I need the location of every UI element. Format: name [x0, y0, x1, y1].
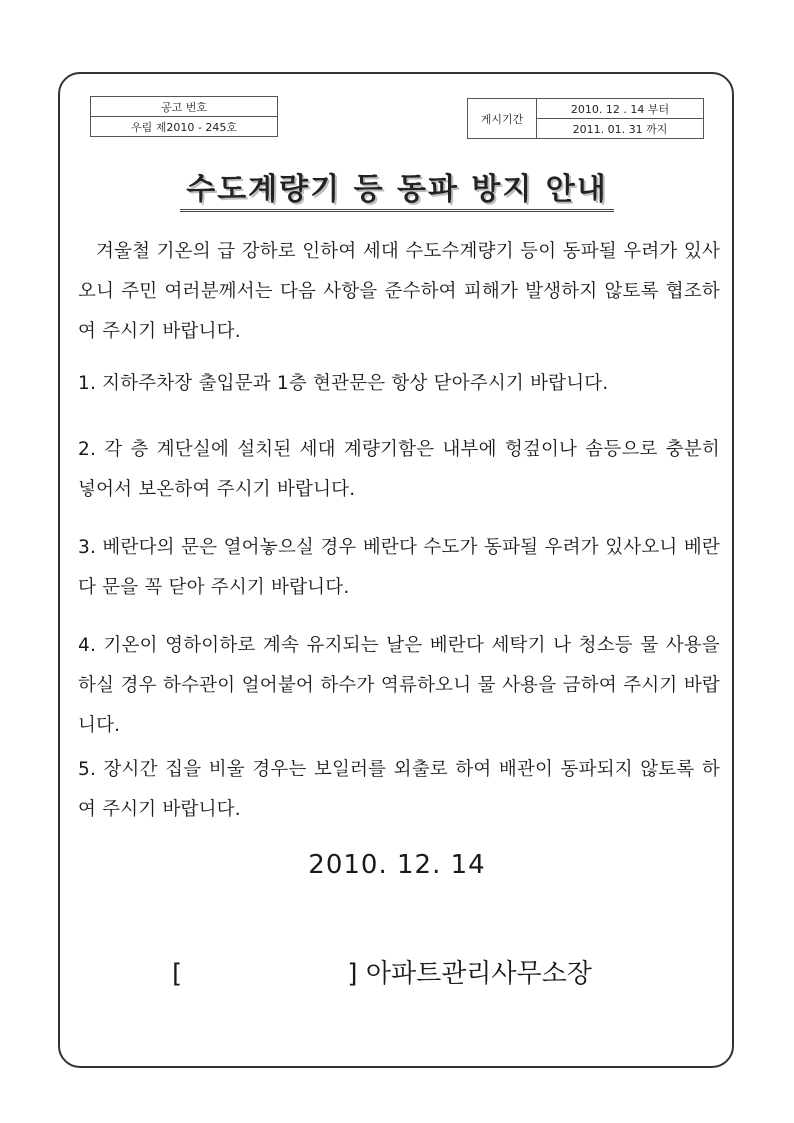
notice-item-2: 2. 각 층 계단실에 설치된 세대 계량기함은 내부에 헝겊이나 솜등으로 충분히 넣어서 보온하여 주시기 바랍니다. [78, 439, 720, 500]
notice-item-1: 1. 지하주차장 출입문과 1층 현관문은 항상 닫아주시기 바랍니다. [78, 373, 609, 394]
posting-period-label: 게시기간 [468, 99, 537, 139]
notice-number-table [90, 96, 278, 137]
posting-period-to: 2011. 01. 31 까지 [537, 119, 704, 139]
posting-period-from: 2010. 12 . 14 부터 [537, 99, 704, 119]
posting-period-table [467, 98, 704, 139]
notice-title: 수도계량기 등 동파 방지 안내 [180, 172, 614, 212]
notice-date: 2010. 12. 14 [308, 850, 486, 880]
notice-number-value: 우림 제2010 - 245호 [91, 117, 278, 137]
notice-item-4: 4. 기온이 영하이하로 계속 유지되는 날은 베란다 세탁기 나 청소등 물 사용을 하실 경우 하수관이 얼어붙어 하수가 역류하오니 물 사용을 금하여 주시기 바랍니다. [78, 635, 720, 736]
office-signature: [ ] 아파트관리사무소장 [172, 959, 592, 989]
notice-title-wrap [0, 164, 794, 208]
notice-item-3: 3. 베란다의 문은 열어놓으실 경우 베란다 수도가 동파될 우려가 있사오니 베란다 문을 꼭 닫아 주시기 바랍니다. [78, 537, 720, 598]
intro-paragraph: 겨울철 기온의 급 강하로 인하여 세대 수도수계량기 등이 동파될 우려가 있사오니 주민 여러분께서는 다음 사항을 준수하여 피해가 발생하지 않토록 협조하여 주시기 바랍니다. [78, 241, 720, 342]
notice-item-5: 5. 장시간 집을 비울 경우는 보일러를 외출로 하여 배관이 동파되지 않토록 하여 주시기 바랍니다. [78, 759, 720, 820]
notice-number-label: 공고 번호 [91, 97, 278, 117]
